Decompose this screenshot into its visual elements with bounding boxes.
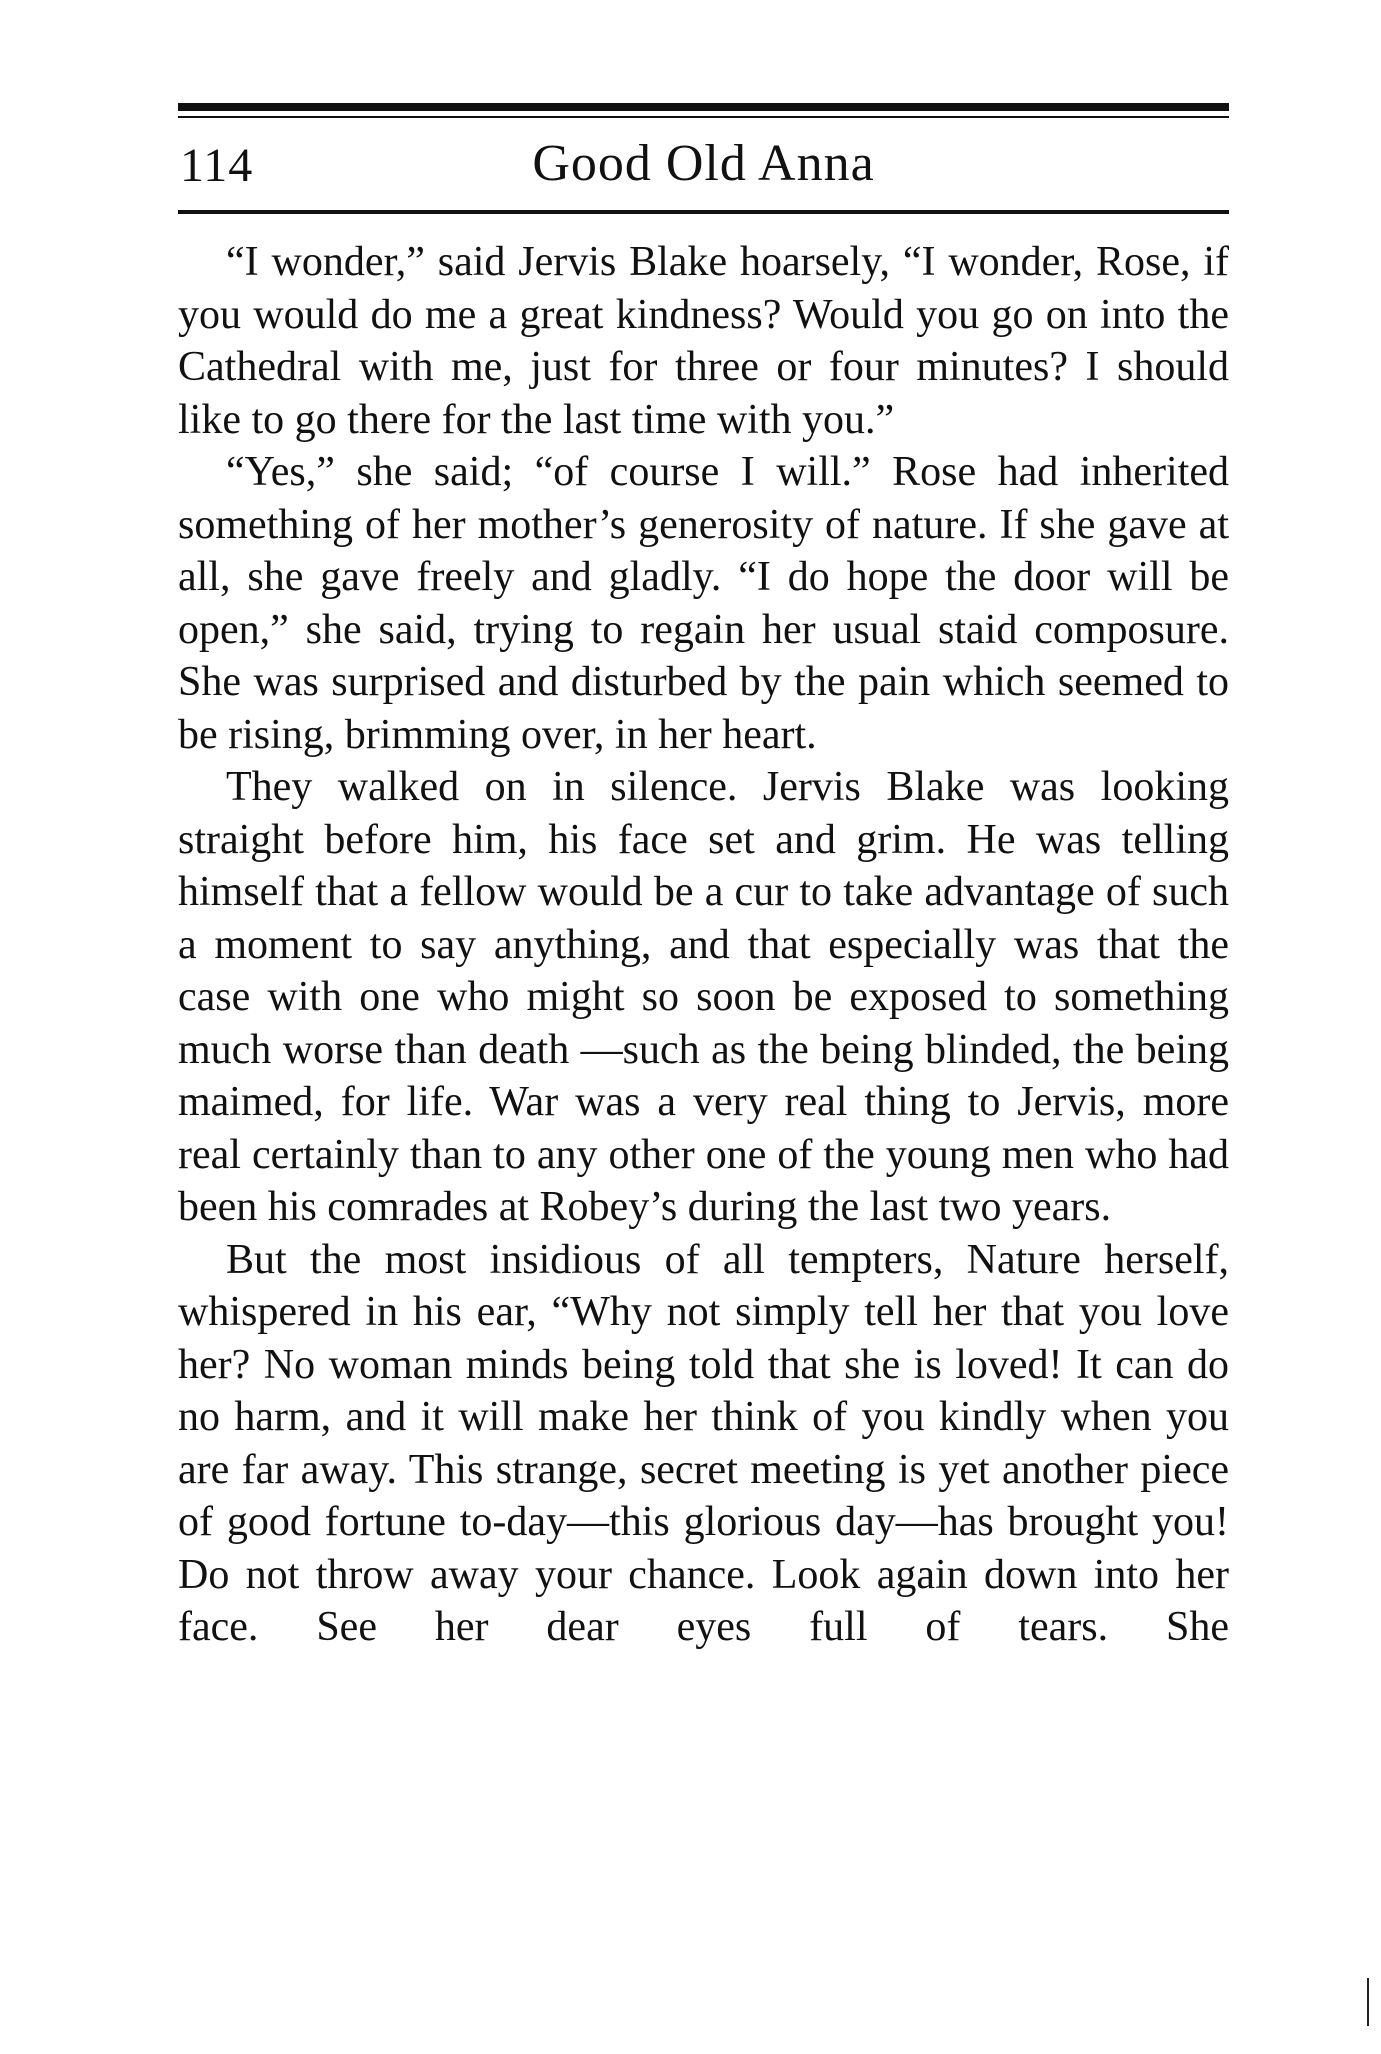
margin-mark bbox=[1367, 1978, 1369, 2026]
body-text bbox=[178, 236, 1229, 1654]
top-rule-thin bbox=[178, 116, 1229, 118]
paragraph: But the most insidious of all tempters, Nature herself, whispered in his ear, “Why not simply tell her that you love her? No woman minds being told that she is loved! It can do no harm, and it will make her think of you kindly when you are far away. This strange, secret meeting is yet another piece of good fortune to-day—this glorious day—has brought you! Do not throw away your chance. Look again down into her face. See her dear eyes full of tears. She bbox=[178, 1236, 1229, 1650]
header-rule bbox=[178, 210, 1229, 214]
book-title: Good Old Anna bbox=[532, 135, 875, 192]
running-head bbox=[178, 134, 1229, 204]
page-number: 114 bbox=[180, 139, 254, 192]
paragraph: They walked on in silence. Jervis Blake was looking straight before him, his face set and grim. He was telling himself that a fellow would be a cur to take advantage of such a moment to say anything, and that especially was that the case with one who might so soon be exposed to something much worse than death —such as the being blinded, the being maimed, for life. War was a very real thing to Jervis, more real certainly than to any other one of the young men who had been his comrades at Robey’s during the last two years. bbox=[178, 764, 1229, 1230]
paragraph: “Yes,” she said; “of course I will.” Rose had inherited something of her mother’s generosity of nature. If she gave at all, she gave freely and gladly. “I do hope the door will be open,” she said, trying to regain her usual staid composure. She was surprised and disturbed by the pain which seemed to be rising, brimming over, in her heart. bbox=[178, 449, 1229, 758]
top-rule-thick bbox=[178, 103, 1229, 111]
paragraph: “I wonder,” said Jervis Blake hoarsely, “I wonder, Rose, if you would do me a great kindness? Would you go on into the Cathedral with me, just for three or four minutes? I should like to go there for the last time with you.” bbox=[178, 239, 1229, 443]
